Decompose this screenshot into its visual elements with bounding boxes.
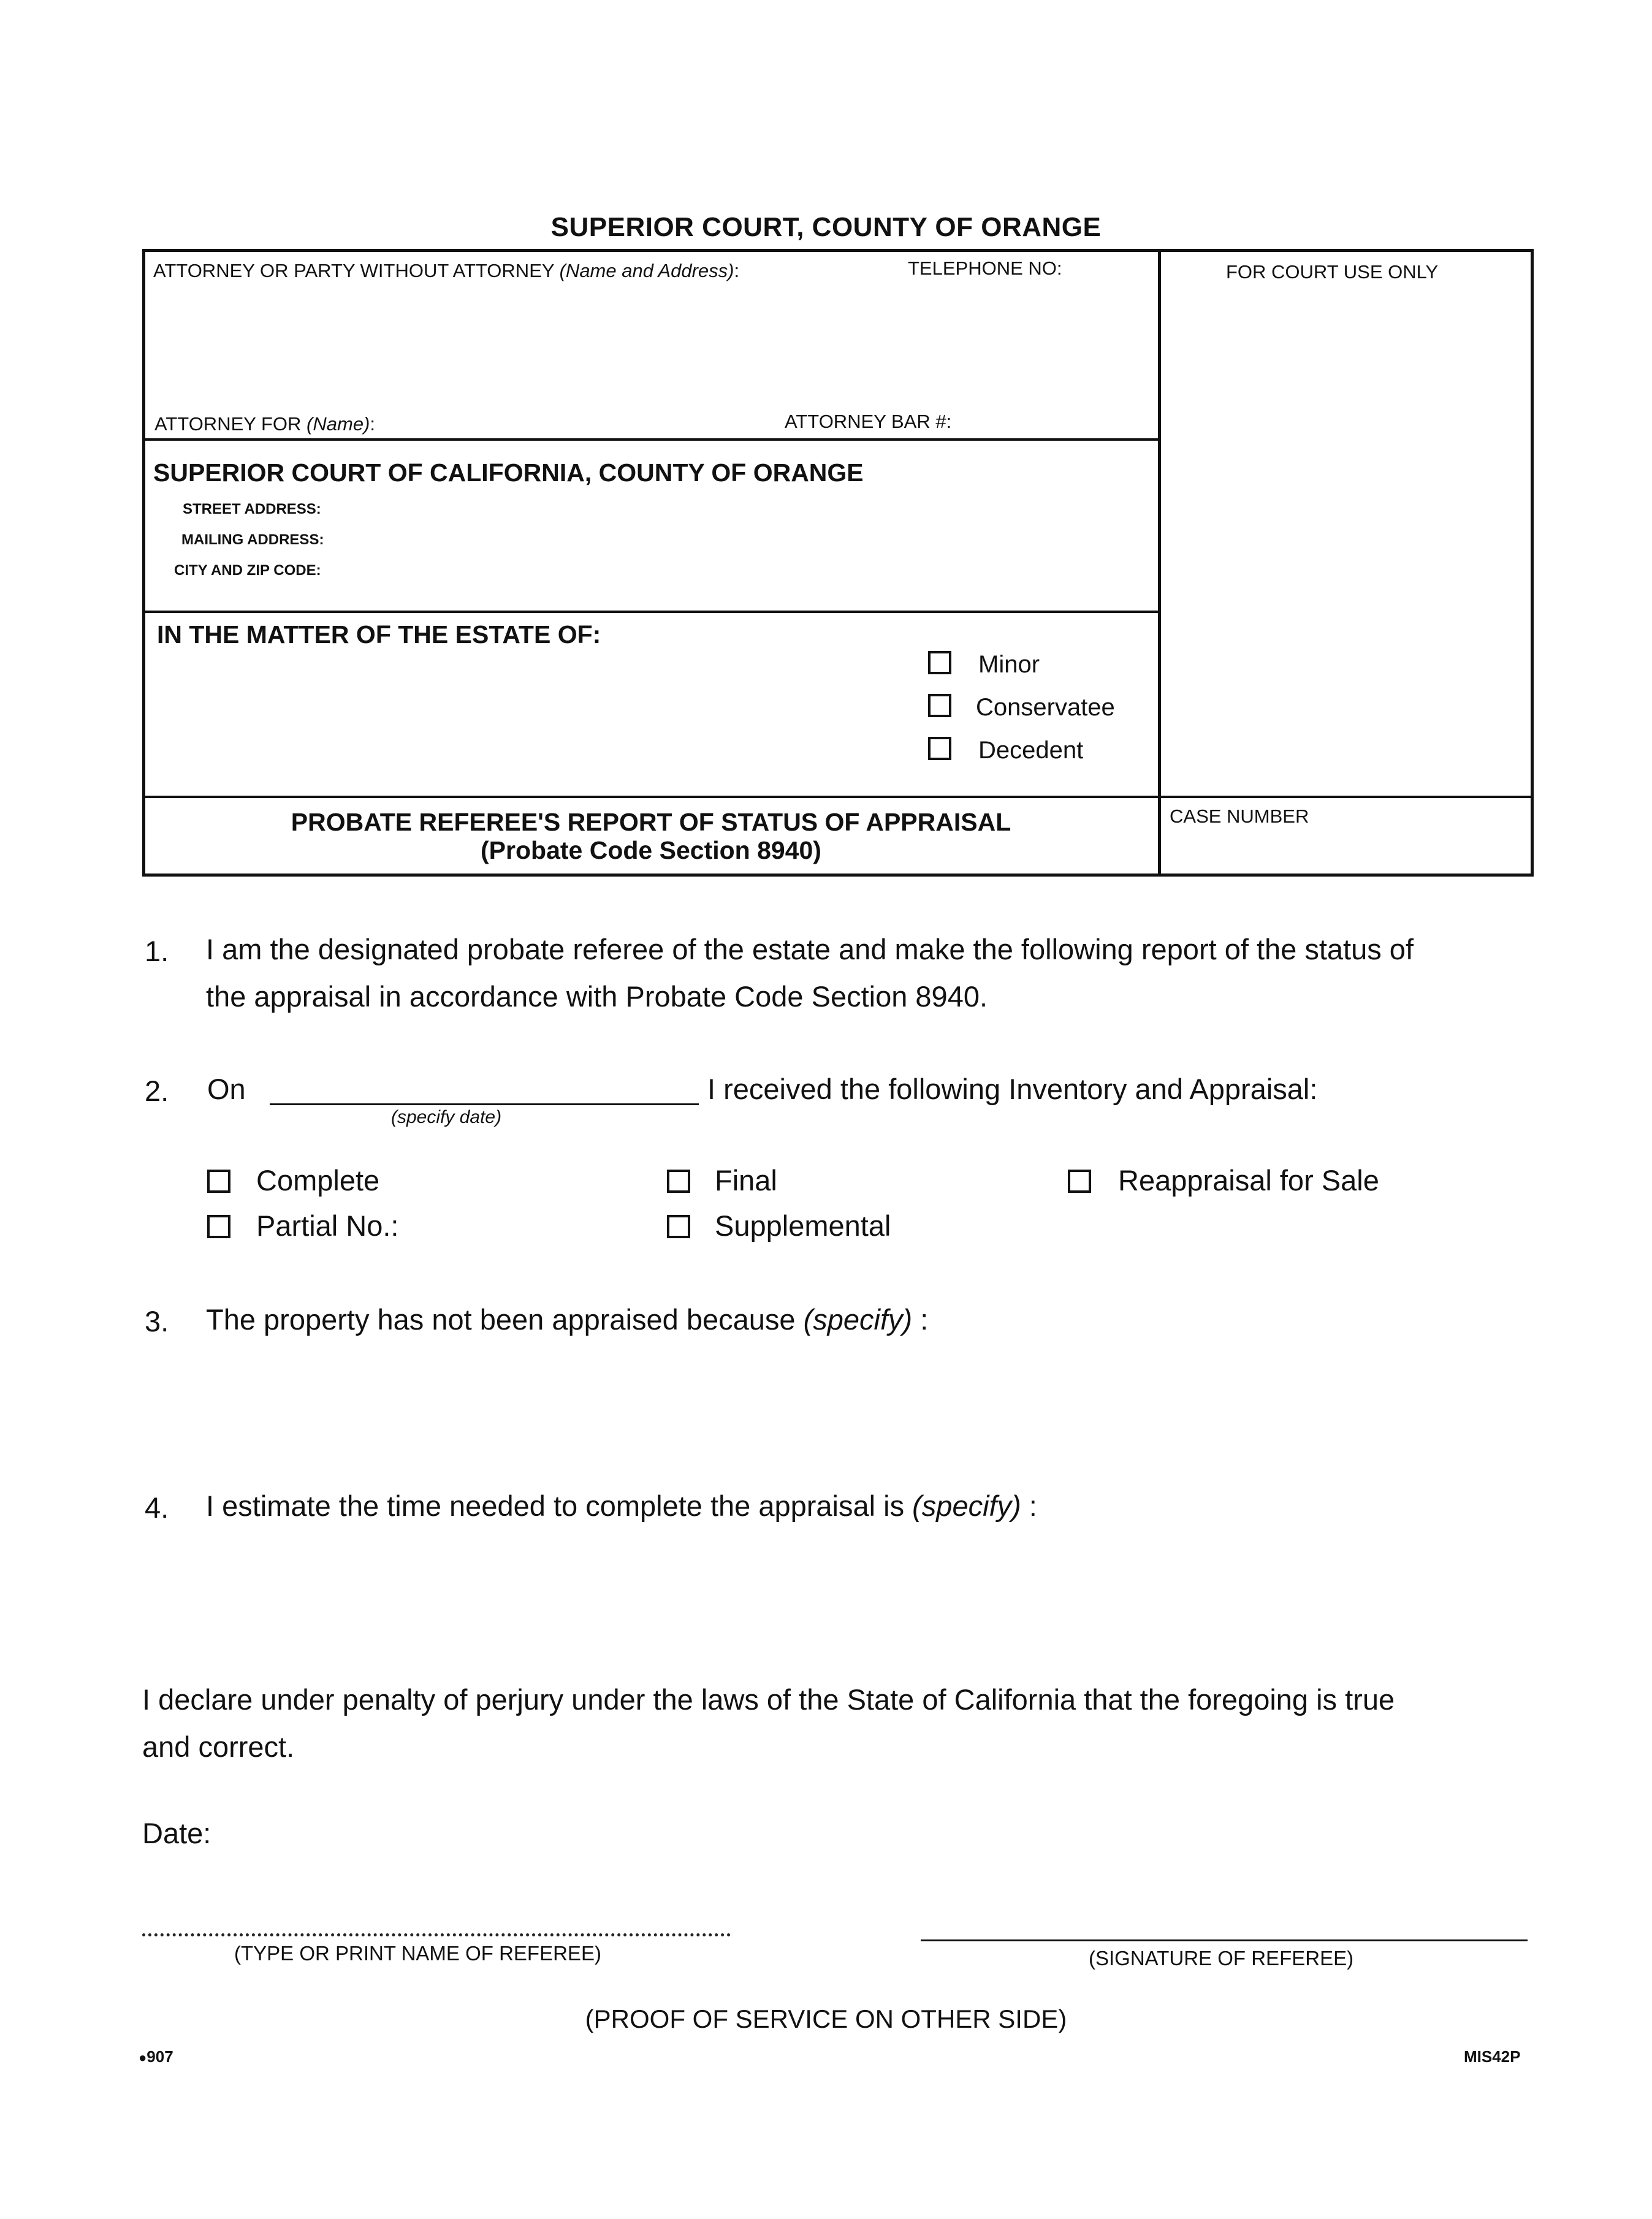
complete-label: Complete: [256, 1164, 380, 1197]
court-use-field[interactable]: [1165, 294, 1526, 791]
referee-name-label: (TYPE OR PRINT NAME OF REFEREE): [234, 1942, 601, 1965]
attorney-bar-label: ATTORNEY BAR #:: [785, 411, 952, 432]
decedent-checkbox[interactable]: [928, 737, 951, 760]
declaration-line-2: and correct.: [142, 1730, 295, 1763]
court-title: SUPERIOR COURT, COUNTY OF ORANGE: [550, 212, 1102, 242]
item-1-line-1: I am the designated probate referee of the estate and make the following report of the status of: [206, 933, 1414, 965]
case-number-field[interactable]: [1165, 834, 1526, 870]
supplemental-checkbox[interactable]: [667, 1215, 690, 1238]
date-label: Date:: [142, 1817, 211, 1849]
reappraisal-label: Reappraisal for Sale: [1118, 1164, 1379, 1197]
received-date-field[interactable]: [270, 1103, 699, 1105]
case-number-label: CASE NUMBER: [1170, 805, 1309, 827]
partial-label: Partial No.:: [256, 1209, 399, 1242]
reappraisal-checkbox[interactable]: [1068, 1170, 1091, 1193]
item-1-line-2: the appraisal in accordance with Probate Code Section 8940.: [206, 980, 988, 1013]
form-title: PROBATE REFEREE'S REPORT OF STATUS OF APPRAISAL: [291, 808, 1011, 836]
supplemental-label: Supplemental: [715, 1209, 891, 1242]
partial-checkbox[interactable]: [207, 1215, 230, 1238]
street-address-label: STREET ADDRESS:: [183, 501, 321, 517]
form-subtitle: (Probate Code Section 8940): [481, 836, 821, 864]
divider-attorney: [142, 438, 1160, 441]
attorney-label: ATTORNEY OR PARTY WITHOUT ATTORNEY (Name and Address):: [153, 260, 740, 281]
minor-label: Minor: [978, 651, 1040, 678]
referee-name-line[interactable]: [142, 1933, 731, 1936]
divider-matter: [142, 796, 1534, 798]
item-4-text: I estimate the time needed to complete the appraisal is (specify) :: [206, 1490, 1037, 1522]
city-zip-label: CITY AND ZIP CODE:: [174, 562, 321, 579]
item-4-number: 4.: [145, 1491, 169, 1524]
right-form-code: MIS42P: [1464, 2047, 1521, 2066]
conservatee-checkbox[interactable]: [928, 694, 951, 717]
item-2-suffix: I received the following Inventory and Appraisal:: [707, 1073, 1318, 1105]
declaration-line-1: I declare under penalty of perjury under the laws of the State of California that the foregoing is true: [142, 1683, 1395, 1716]
item-1-number: 1.: [145, 935, 169, 967]
final-checkbox[interactable]: [667, 1170, 690, 1193]
item-3-text: The property has not been appraised because (specify) :: [206, 1303, 929, 1336]
date-hint: (specify date): [391, 1107, 502, 1127]
referee-signature-label: (SIGNATURE OF REFEREE): [1089, 1947, 1354, 1970]
matter-label: IN THE MATTER OF THE ESTATE OF:: [157, 620, 601, 649]
minor-checkbox[interactable]: [928, 651, 951, 674]
left-form-code: ●907: [139, 2047, 173, 2066]
mark-icon: ●: [139, 2050, 147, 2065]
proof-of-service-note: (PROOF OF SERVICE ON OTHER SIDE): [585, 2004, 1067, 2033]
item-2-number: 2.: [145, 1075, 169, 1107]
court-name: SUPERIOR COURT OF CALIFORNIA, COUNTY OF ORANGE: [153, 459, 864, 487]
telephone-label: TELEPHONE NO:: [908, 257, 1062, 279]
final-label: Final: [715, 1164, 777, 1197]
estimated-time-field[interactable]: [206, 1535, 1518, 1645]
attorney-for-label: ATTORNEY FOR (Name):: [154, 413, 376, 435]
not-appraised-reason-field[interactable]: [206, 1349, 1518, 1459]
attorney-name-field[interactable]: [153, 294, 1146, 405]
declaration-date-field[interactable]: [233, 1814, 723, 1851]
complete-checkbox[interactable]: [207, 1170, 230, 1193]
referee-signature-line[interactable]: [921, 1939, 1528, 1941]
mailing-address-label: MAILING ADDRESS:: [181, 531, 324, 548]
divider-court: [142, 611, 1160, 613]
conservatee-label: Conservatee: [976, 694, 1115, 721]
decedent-label: Decedent: [978, 737, 1084, 764]
item-3-number: 3.: [145, 1305, 169, 1338]
item-2-prefix: On: [207, 1073, 246, 1105]
court-use-label: FOR COURT USE ONLY: [1226, 261, 1439, 283]
caption-column-divider: [1158, 249, 1161, 877]
